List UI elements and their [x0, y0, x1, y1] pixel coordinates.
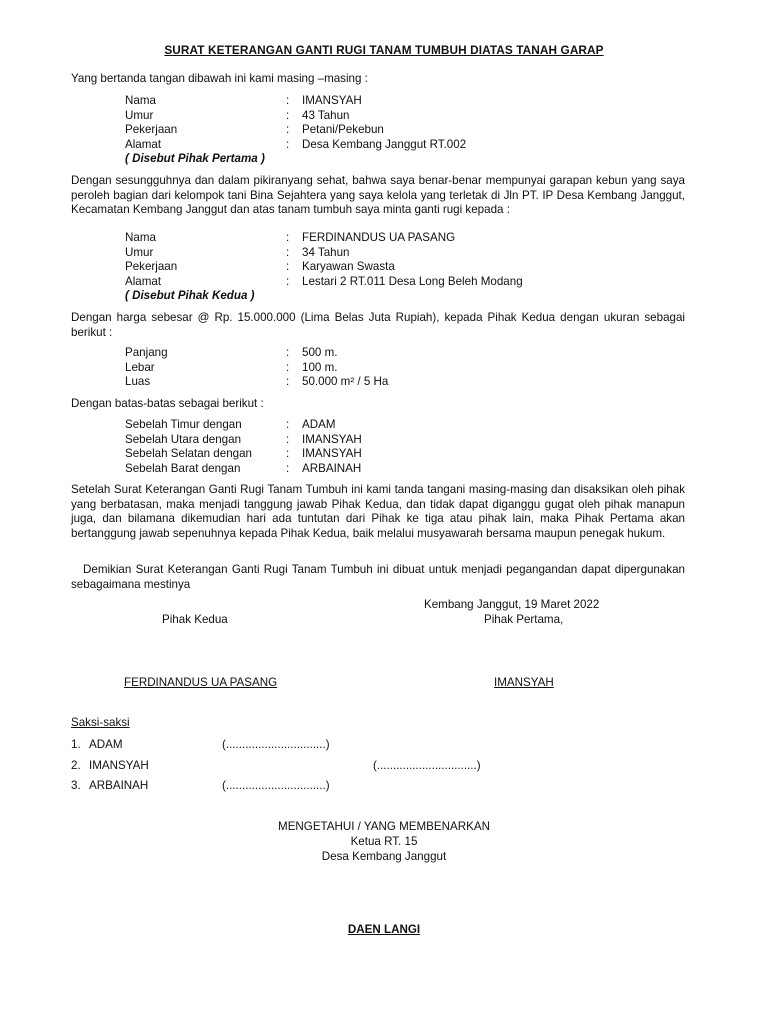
witness-signature-line: (...............................)	[222, 738, 330, 751]
bound-label-east: Sebelah Timur dengan	[125, 418, 242, 431]
witness-number: 3.	[71, 779, 81, 792]
price-paragraph: Dengan harga sebesar @ Rp. 15.000.000 (Lima Belas Juta Rupiah), kepada Pihak Kedua dengan ukuran sebagai berikut :	[71, 311, 685, 339]
size-value-width: 100 m.	[302, 360, 338, 374]
party1-label-job: Pekerjaan	[125, 123, 178, 136]
approval-village: Desa Kembang Janggut	[321, 850, 447, 863]
colon: :	[286, 137, 290, 151]
witness-signature-line: (...............................)	[373, 759, 481, 772]
party2-label-name: Nama	[125, 231, 156, 244]
witness-number: 2.	[71, 759, 81, 772]
intro-text: Yang bertanda tangan dibawah ini kami masing –masing :	[71, 72, 368, 85]
size-label-area: Luas	[125, 375, 151, 388]
statement-paragraph: Dengan sesungguhnya dan dalam pikiranyang sehat, bahwa saya benar-benar mempunyai garapan kebun yang saya peroleh bagian dari kelompok tani Bina Sejahtera yang saya kelola yang terletak di Jln PT. IP Desa Kembang Janggut, Kecamatan Kembang Janggut dan atas tanam tumbuh saya minta ganti rugi kepada :	[71, 174, 685, 217]
sign-name-left: FERDINANDUS UA PASANG	[124, 676, 278, 689]
bound-label-north: Sebelah Utara dengan	[125, 432, 242, 446]
bound-value-west: ARBAINAH	[302, 461, 362, 475]
colon: :	[286, 447, 290, 460]
witness-signature-line: (...............................)	[222, 779, 330, 792]
party2-value-age: 34 Tahun	[302, 245, 350, 259]
approval-rt: Ketua RT. 15	[350, 835, 418, 848]
party2-label-address: Alamat	[125, 274, 162, 288]
bound-value-south: IMANSYAH	[302, 447, 362, 460]
colon: :	[286, 360, 290, 374]
party1-label-age: Umur	[125, 108, 154, 122]
colon: :	[286, 245, 290, 259]
party2-label-job: Pekerjaan	[125, 260, 178, 273]
colon: :	[286, 123, 290, 136]
size-value-length: 500 m.	[302, 346, 338, 359]
bound-value-east: ADAM	[302, 418, 336, 431]
approval-heading: MENGETAHUI / YANG MEMBENARKAN	[278, 820, 490, 833]
party1-label-name: Nama	[125, 94, 156, 107]
colon: :	[286, 108, 290, 122]
sign-name-right: IMANSYAH	[494, 676, 554, 689]
colon: :	[286, 461, 290, 475]
bound-label-west: Sebelah Barat dengan	[125, 461, 241, 475]
party1-value-address: Desa Kembang Janggut RT.002	[302, 137, 467, 151]
colon: :	[286, 231, 290, 244]
party2-note: ( Disebut Pihak Kedua )	[125, 289, 255, 302]
witness-heading: Saksi-saksi	[71, 716, 130, 729]
party2-value-name: FERDINANDUS UA PASANG	[302, 231, 456, 244]
sign-role-right: Pihak Pertama,	[484, 613, 564, 626]
place-date: Kembang Janggut, 19 Maret 2022	[424, 598, 600, 611]
colon: :	[286, 94, 290, 107]
witness-name: ARBAINAH	[89, 779, 149, 792]
party1-value-job: Petani/Pekebun	[302, 123, 384, 136]
party2-label-age: Umur	[125, 245, 154, 259]
responsibility-paragraph: Setelah Surat Keterangan Ganti Rugi Tanam Tumbuh ini kami tanda tangani masing-masing dan disaksikan oleh pihak yang berbatasan, maka menjadi tanggung jawab Pihak Kedua, dan tidak dapat diganggu gugat oleh pihak manapun juga, dan bilamana dikemudian hari ada tuntutan dari Pihak ke tiga atau pihak lain, maka Pihak Pertama akan bertanggung jawab sepenuhnya kepada Pihak Kedua, baik melalui musyawarah bersama maupun penegak hukum.	[71, 483, 685, 540]
bound-label-south: Sebelah Selatan dengan	[125, 447, 252, 460]
party1-note: ( Disebut Pihak Pertama )	[125, 152, 265, 165]
colon: :	[286, 418, 290, 431]
document-title: SURAT KETERANGAN GANTI RUGI TANAM TUMBUH DIATAS TANAH GARAP	[164, 43, 604, 57]
colon: :	[286, 274, 290, 288]
approval-name: DAEN LANGI	[347, 923, 421, 936]
party2-value-job: Karyawan Swasta	[302, 260, 395, 273]
party1-value-age: 43 Tahun	[302, 108, 350, 122]
party1-label-address: Alamat	[125, 137, 162, 151]
colon: :	[286, 346, 290, 359]
bound-value-north: IMANSYAH	[302, 432, 362, 446]
size-value-area: 50.000 m² / 5 Ha	[302, 375, 389, 388]
colon: :	[286, 375, 290, 388]
sign-role-left: Pihak Kedua	[162, 613, 228, 626]
bounds-intro: Dengan batas-batas sebagai berikut :	[71, 397, 264, 410]
size-label-width: Lebar	[125, 360, 155, 374]
witness-name: ADAM	[89, 738, 123, 751]
witness-name: IMANSYAH	[89, 759, 149, 772]
party1-value-name: IMANSYAH	[302, 94, 362, 107]
witness-number: 1.	[71, 738, 81, 751]
party2-value-address: Lestari 2 RT.011 Desa Long Beleh Modang	[302, 274, 523, 288]
closing-paragraph: Demikian Surat Keterangan Ganti Rugi Tanam Tumbuh ini dibuat untuk menjadi pegangandan dapat dipergunakan sebagaimana mestinya	[71, 563, 685, 591]
colon: :	[286, 432, 290, 446]
size-label-length: Panjang	[125, 346, 168, 359]
colon: :	[286, 260, 290, 273]
